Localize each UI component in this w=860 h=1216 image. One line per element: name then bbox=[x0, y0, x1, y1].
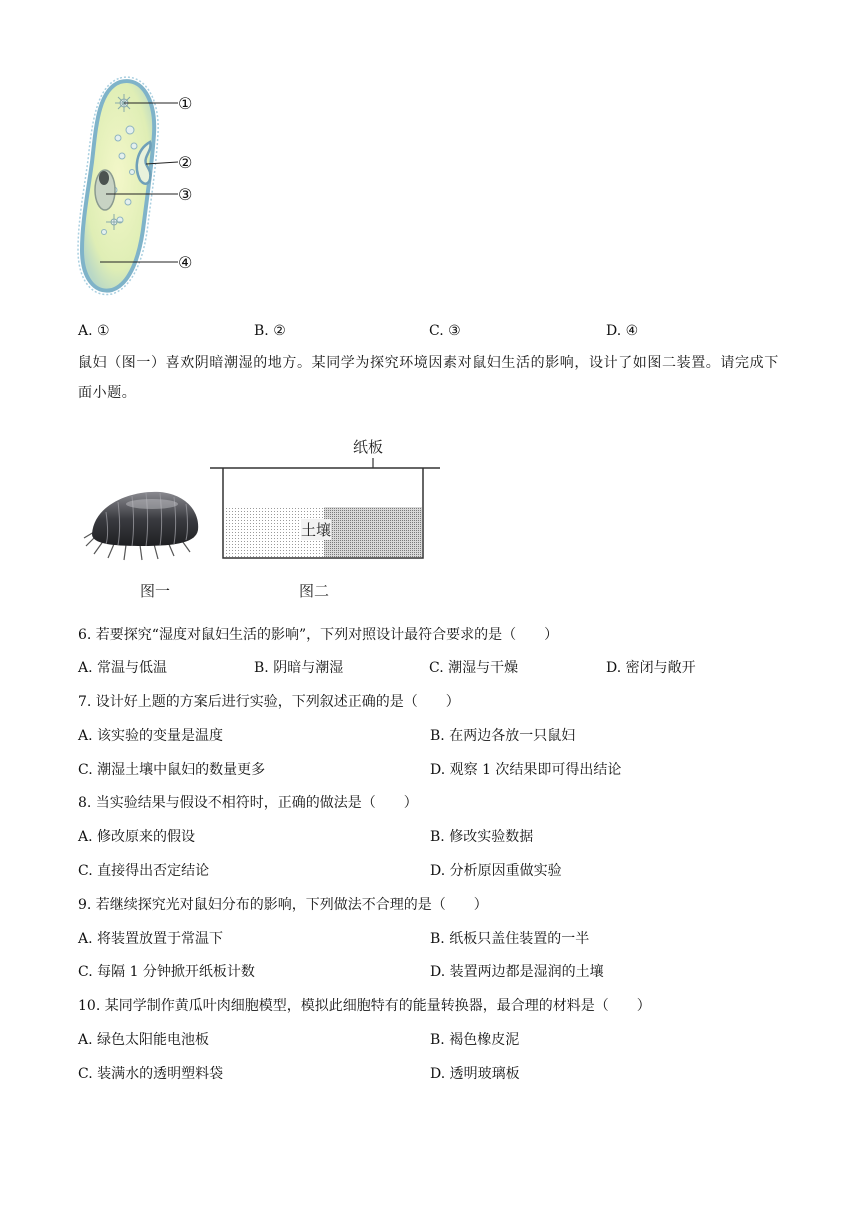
q6-option-c[interactable]: C. 潮湿与干燥 bbox=[429, 660, 519, 676]
q8-option-b[interactable]: B. 修改实验数据 bbox=[430, 829, 534, 845]
q5-option-b[interactable]: B. ② bbox=[254, 323, 286, 339]
q7-option-a[interactable]: A. 该实验的变量是温度 bbox=[78, 728, 224, 744]
q9-stem: 9. 若继续探究光对鼠妇分布的影响，下列做法不合理的是（ ） bbox=[78, 897, 488, 913]
q7-options-row1 bbox=[78, 726, 778, 746]
fig1-caption: 图一 bbox=[140, 582, 171, 600]
q6-option-a[interactable]: A. 常温与低温 bbox=[78, 660, 168, 676]
experiment-figure bbox=[80, 430, 460, 610]
q10-option-b[interactable]: B. 褐色橡皮泥 bbox=[430, 1032, 520, 1048]
q10-option-a[interactable]: A. 绿色太阳能电池板 bbox=[78, 1032, 210, 1048]
apparatus-drawing bbox=[208, 430, 448, 570]
intro-paragraph: 鼠妇（图一）喜欢阴暗潮湿的地方。某同学为探究环境因素对鼠妇生活的影响，设计了如图二装置。请完成下面小题。 bbox=[78, 355, 779, 401]
q5-option-c[interactable]: C. ③ bbox=[429, 323, 461, 339]
label-2: ② bbox=[178, 153, 193, 172]
q10-options-row2 bbox=[78, 1064, 778, 1084]
label-1: ① bbox=[178, 94, 193, 113]
q7-option-d[interactable]: D. 观察 1 次结果即可得出结论 bbox=[430, 762, 622, 778]
q9-options-row1 bbox=[78, 929, 778, 949]
q8-options-row2 bbox=[78, 861, 778, 881]
fig2-caption: 图二 bbox=[299, 582, 330, 600]
q10-options-row1 bbox=[78, 1030, 778, 1050]
q7-options-row2 bbox=[78, 760, 778, 780]
q10-stem: 10. 某同学制作黄瓜叶肉细胞模型，模拟此细胞特有的能量转换器，最合理的材料是（ ） bbox=[78, 998, 651, 1014]
q6-option-b[interactable]: B. 阴暗与潮湿 bbox=[254, 660, 344, 676]
q8-option-c[interactable]: C. 直接得出否定结论 bbox=[78, 863, 210, 879]
q8-option-d[interactable]: D. 分析原因重做实验 bbox=[430, 863, 562, 879]
q6-stem: 6. 若要探究“湿度对鼠妇生活的影响”，下列对照设计最符合要求的是（ ） bbox=[78, 627, 559, 643]
q7-option-c[interactable]: C. 潮湿土壤中鼠妇的数量更多 bbox=[78, 762, 266, 778]
q9-option-d[interactable]: D. 装置两边都是湿润的土壤 bbox=[430, 964, 604, 980]
q6-option-d[interactable]: D. 密闭与敞开 bbox=[606, 660, 696, 676]
label-3: ③ bbox=[178, 185, 193, 204]
q8-option-a[interactable]: A. 修改原来的假设 bbox=[78, 829, 196, 845]
woodlouse-drawing bbox=[82, 482, 207, 562]
q7-option-b[interactable]: B. 在两边各放一只鼠妇 bbox=[430, 728, 576, 744]
q5-option-d[interactable]: D. ④ bbox=[606, 323, 639, 339]
q9-option-c[interactable]: C. 每隔 1 分钟掀开纸板计数 bbox=[78, 964, 255, 980]
q7-stem: 7. 设计好上题的方案后进行实验，下列叙述正确的是（ ） bbox=[78, 694, 460, 710]
q9-option-a[interactable]: A. 将装置放置于常温下 bbox=[78, 931, 224, 947]
board-label: 纸板 bbox=[353, 438, 384, 456]
q8-stem: 8. 当实验结果与假设不相符时，正确的做法是（ ） bbox=[78, 795, 418, 811]
soil-label: 土壤 bbox=[301, 521, 332, 539]
q5-option-a[interactable]: A. ① bbox=[78, 323, 110, 339]
q5-options bbox=[78, 321, 778, 341]
q6-options bbox=[78, 658, 778, 678]
q10-option-c[interactable]: C. 装满水的透明塑料袋 bbox=[78, 1066, 224, 1082]
q10-option-d[interactable]: D. 透明玻璃板 bbox=[430, 1066, 520, 1082]
q9-option-b[interactable]: B. 纸板只盖住装置的一半 bbox=[430, 931, 590, 947]
label-4: ④ bbox=[178, 253, 193, 272]
q9-options-row2 bbox=[78, 962, 778, 982]
paramecium-figure bbox=[70, 72, 210, 302]
q8-options-row1 bbox=[78, 827, 778, 847]
